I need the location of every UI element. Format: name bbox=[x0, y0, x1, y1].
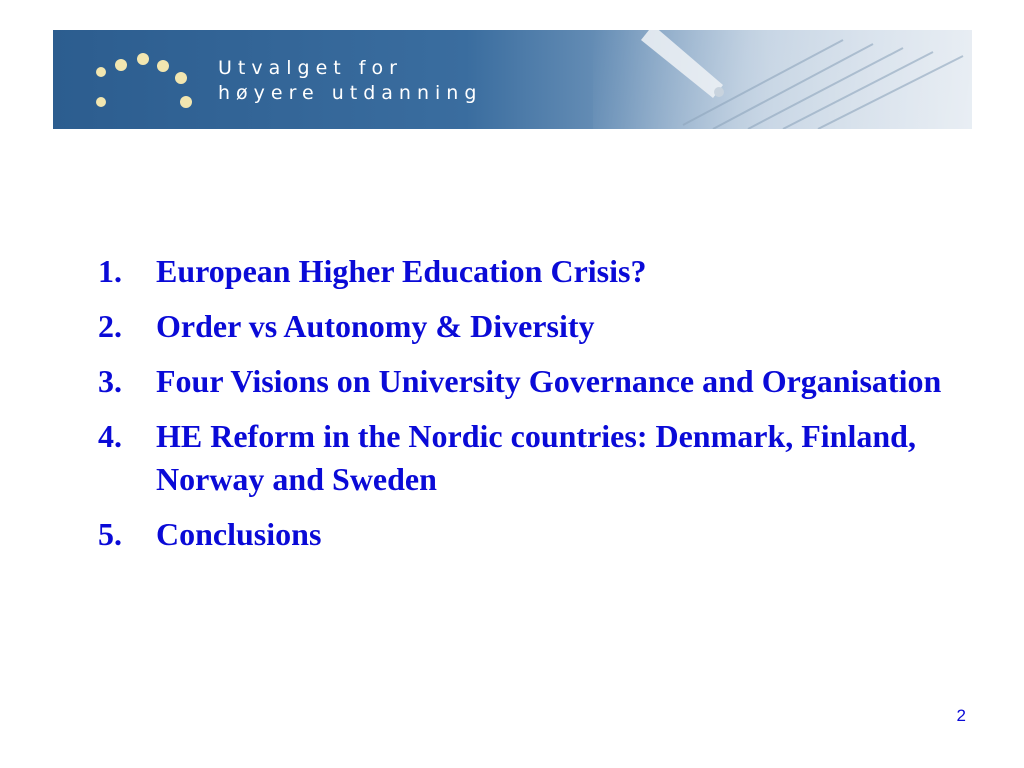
agenda-item-text: HE Reform in the Nordic countries: Denmark, Finland, Norway and Sweden bbox=[156, 418, 916, 497]
brand-line-1: Utvalget for bbox=[218, 57, 403, 79]
agenda-item-text: Four Visions on University Governance and Organisation bbox=[156, 363, 942, 399]
banner-photo-pen bbox=[613, 30, 972, 129]
agenda-item bbox=[98, 360, 978, 403]
brand-name bbox=[218, 56, 482, 106]
agenda-item bbox=[98, 250, 978, 293]
agenda-item bbox=[98, 305, 978, 348]
agenda-item bbox=[98, 513, 978, 556]
agenda-item-text: European Higher Education Crisis? bbox=[156, 253, 647, 289]
header-banner bbox=[53, 30, 972, 129]
agenda-item-number: 5. bbox=[98, 516, 122, 552]
agenda-item-text: Order vs Autonomy & Diversity bbox=[156, 308, 595, 344]
page-number: 2 bbox=[956, 706, 966, 725]
logo-dots-icon bbox=[93, 48, 213, 118]
agenda-item-number: 1. bbox=[98, 253, 122, 289]
brand-line-2: høyere utdanning bbox=[218, 82, 483, 104]
agenda-item-number: 4. bbox=[98, 418, 122, 454]
agenda-list bbox=[98, 250, 978, 568]
agenda-item-text: Conclusions bbox=[156, 516, 322, 552]
agenda-item-number: 3. bbox=[98, 363, 122, 399]
agenda-item-number: 2. bbox=[98, 308, 122, 344]
agenda-item bbox=[98, 415, 978, 501]
